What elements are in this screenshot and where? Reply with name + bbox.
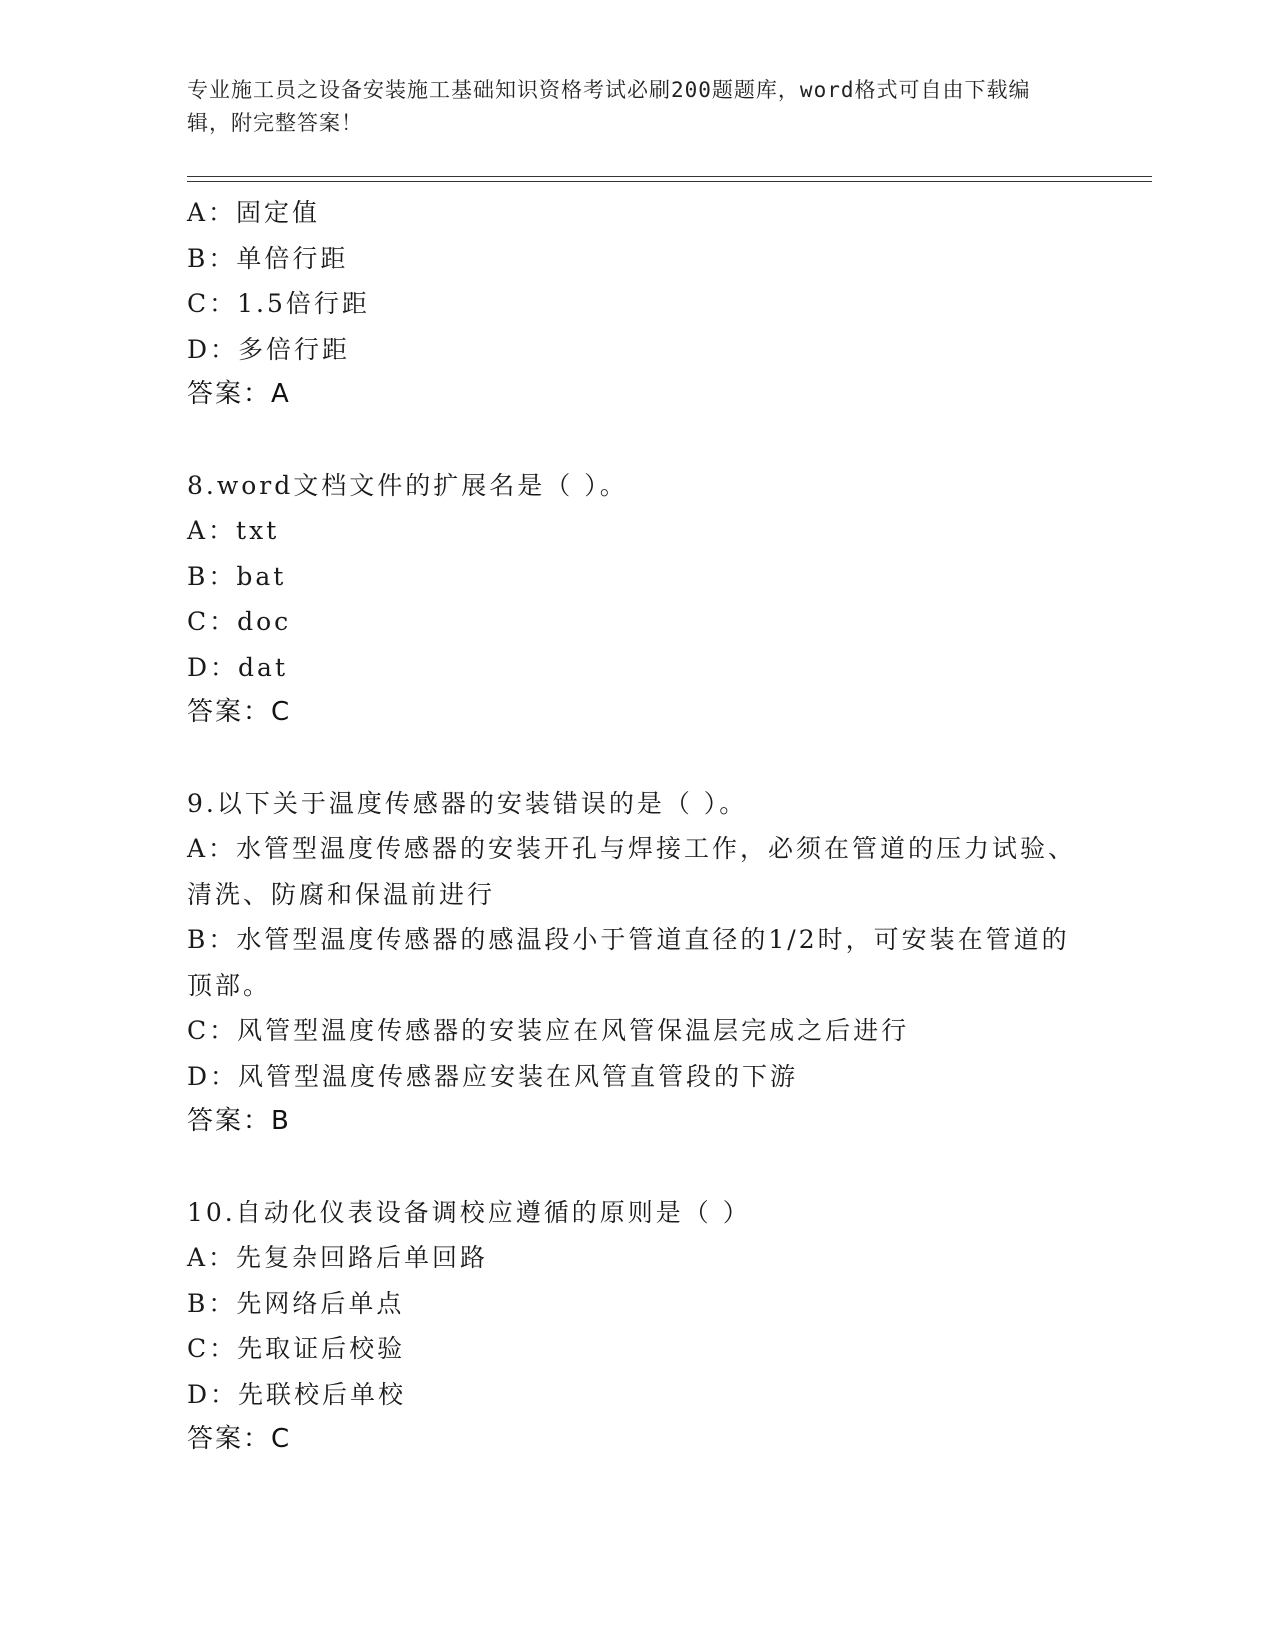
question-10 — [187, 1190, 1087, 1463]
option-a: A：水管型温度传感器的安装开孔与焊接工作，必须在管道的压力试验、清洗、防腐和保温前进行 — [187, 834, 1077, 909]
question-8 — [187, 463, 1087, 736]
document-header: 专业施工员之设备安装施工基础知识资格考试必刷200题题库，word格式可自由下载编辑，附完整答案！ — [187, 78, 1031, 135]
option-c: C：风管型温度传感器的安装应在风管保温层完成之后进行 — [187, 1016, 910, 1045]
answer: 答案：C — [187, 1424, 292, 1454]
question-text: 9.以下关于温度传感器的安装错误的是（ ）。 — [187, 788, 748, 818]
option-b: B：先网络后单点 — [187, 1288, 405, 1318]
option-a: A：先复杂回路后单回路 — [187, 1243, 489, 1272]
question-list — [187, 190, 1087, 1463]
option-a: A：txt — [187, 516, 280, 545]
question-text: 8.word文档文件的扩展名是（ ）。 — [187, 470, 628, 500]
option-a: A：固定值 — [187, 198, 321, 227]
option-b: B：单倍行距 — [187, 243, 349, 273]
question-text: 10.自动化仪表设备调校应遵循的原则是（ ） — [187, 1197, 751, 1227]
option-c: C：先取证后校验 — [187, 1334, 406, 1363]
option-d: D：多倍行距 — [187, 334, 351, 364]
header-rule-top — [187, 176, 1152, 177]
answer: 答案：B — [187, 1106, 291, 1136]
question-7 — [187, 190, 1087, 418]
option-d: D：风管型温度传感器应安装在风管直管段的下游 — [187, 1061, 799, 1091]
option-c: C：1.5倍行距 — [187, 289, 370, 318]
question-9 — [187, 781, 1087, 1145]
option-c: C：doc — [187, 607, 292, 636]
answer: 答案：A — [187, 379, 291, 409]
option-d: D：先联校后单校 — [187, 1379, 407, 1409]
header-rule-bottom — [187, 181, 1152, 182]
answer: 答案：C — [187, 697, 292, 727]
option-b: B：水管型温度传感器的感温段小于管道直径的1/2时，可安装在管道的顶部。 — [187, 925, 1070, 1000]
option-d: D：dat — [187, 652, 288, 682]
option-b: B：bat — [187, 561, 287, 591]
